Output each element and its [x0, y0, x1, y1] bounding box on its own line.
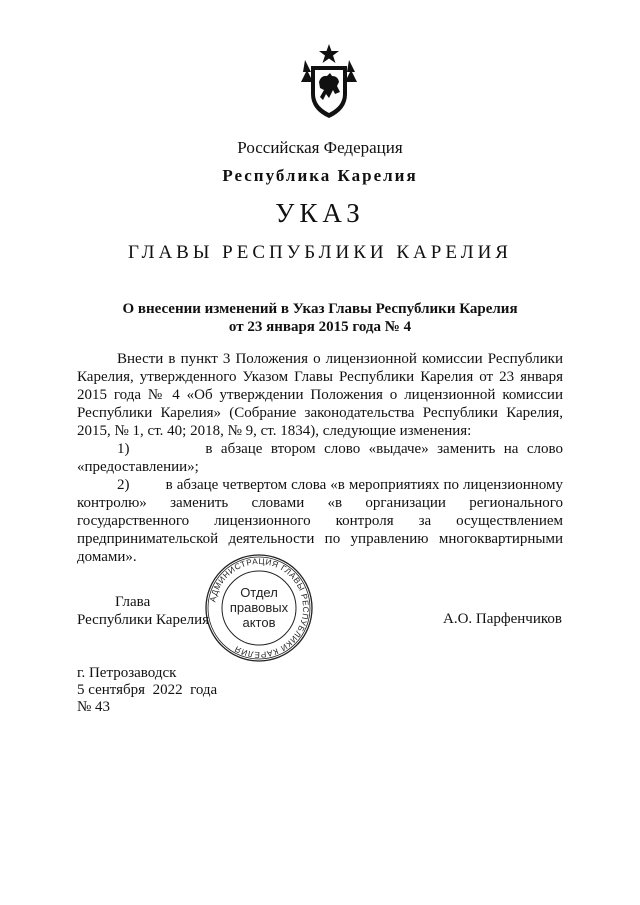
signatory-title-line-1: Глава [115, 594, 151, 610]
item-1 [77, 440, 563, 476]
document-title [0, 300, 640, 336]
footer-city: г. Петрозаводск [77, 665, 177, 681]
item-2-number: 2) [117, 477, 130, 493]
footer-date: 5 сентября 2022 года [77, 682, 218, 698]
stamp-line-3: актов [242, 615, 276, 630]
title-line-1: О внесении изменений в Указ Главы Республики Карелия [122, 301, 518, 317]
footer-number: № 43 [77, 699, 111, 715]
stamp-line-1: Отдел [240, 585, 278, 600]
signatory-title-line-2: Республики Карелия [77, 612, 210, 628]
stamp-ring-text: АДМИНИСТРАЦИЯ ГЛАВЫ РЕСПУБЛИКИ КАРЕЛИЯ [208, 556, 311, 660]
signatory-title [77, 593, 209, 629]
document-footer [77, 665, 217, 716]
item-2 [77, 476, 563, 566]
item-1-text: в абзаце втором слово «выдаче» заменить на слово «предоставлении»; [77, 441, 563, 475]
item-1-number: 1) [117, 441, 130, 457]
federation-label: Российская Федерация [237, 138, 403, 157]
document-body [77, 350, 563, 566]
official-stamp [204, 553, 314, 663]
document-type: УКАЗ [275, 198, 365, 228]
title-line-2: от 23 января 2015 года № 4 [228, 319, 412, 335]
issuer-label: ГЛАВЫ РЕСПУБЛИКИ КАРЕЛИЯ [128, 242, 512, 263]
stamp-line-2: правовых [229, 600, 289, 615]
karelia-coat-of-arms-icon [299, 42, 359, 120]
republic-label: Республика Карелия [222, 166, 418, 185]
signatory-name: А.О. Парфенчиков [443, 611, 562, 627]
intro-paragraph: Внести в пункт 3 Положения о лицензионной комиссии Республики Карелия, утвержденного Указом Главы Республики Карелия от 23 января 2015 года № 4 «Об утверждении Положения о лицензионной комиссии Республики Карелия» (Собрание законодательства Республики Карелия, 2015, № 1, ст. 40; 2018, № 9, ст. 1834), следующие изменения: [77, 351, 563, 439]
item-2-text: в абзаце четвертом слова «в мероприятиях по лицензионному контролю» заменить словами «в организации регионального государственного лицензионного контроля за осуществлением предпринимательской деятельности по управлению многоквартирными домами». [77, 477, 563, 565]
